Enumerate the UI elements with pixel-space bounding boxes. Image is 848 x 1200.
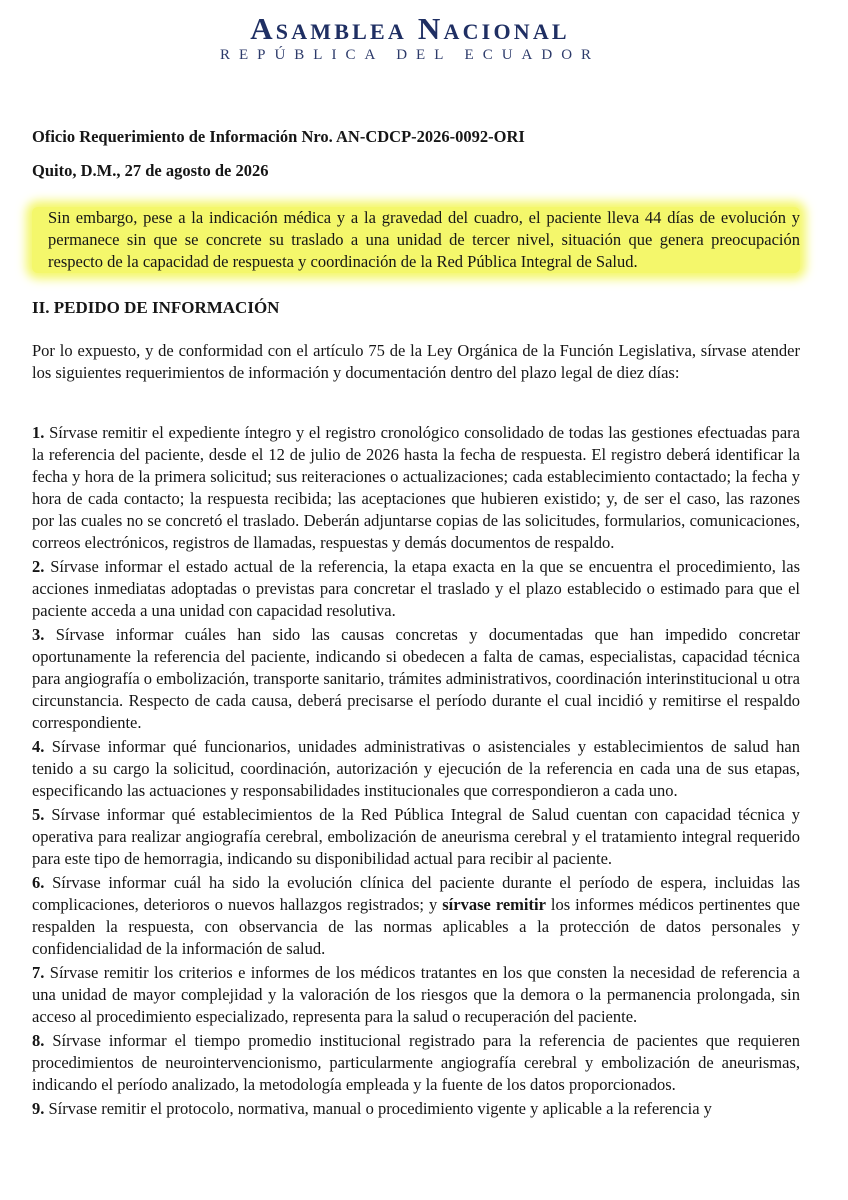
item-number: 8. (32, 1031, 45, 1050)
list-item (32, 556, 800, 622)
item-text: Sírvase remitir el expediente íntegro y el registro cronológico consolidado de todas las gestiones efectuadas para la referencia del paciente, desde el 12 de julio de 2026 hasta la fecha de respuesta. El registro deberá identificar la fecha y hora de la primera solicitud; sus reiteraciones o actualizaciones; cada establecimiento contactado; la fecha y hora de cada contacto; la respuesta recibida; las aceptaciones que hubieren existido; y, de ser el caso, las razones por las cuales no se concretó el traslado. Deberán adjuntarse copias de las solicitudes, formularios, comunicaciones, correos electrónicos, registros de llamadas, respuestas y demás documentos de respaldo. (32, 423, 801, 552)
item-text: Sírvase remitir los criterios e informes de los médicos tratantes en los que consten la necesidad de referencia a una unidad de mayor complejidad y la valoración de los riesgos que la demora o la permanencia prolongada, sin acceso al procedimiento especializado, representa para la salud o recuperación del paciente. (32, 963, 800, 1026)
list-item (32, 1030, 800, 1096)
item-number: 5. (32, 805, 45, 824)
section-title: II. PEDIDO DE INFORMACIÓN (32, 298, 280, 317)
item-number: 2. (32, 557, 45, 576)
item-text: Sírvase remitir el protocolo, normativa, manual o procedimiento vigente y aplicable a la referencia y (48, 1099, 712, 1118)
list-item (32, 736, 800, 802)
request-items-list (32, 422, 800, 1122)
item-text: Sírvase informar qué establecimientos de la Red Pública Integral de Salud cuentan con capacidad técnica y operativa para realizar angiografía cerebral, embolización de aneurisma cerebral y el tratamiento integral requerido para este tipo de hemorragia, indicando su disponibilidad actual para recibir al paciente. (32, 805, 800, 868)
item-number: 1. (32, 423, 45, 442)
item-number: 3. (32, 625, 45, 644)
item-text: Sírvase informar qué funcionarios, unidades administrativas o asistenciales y establecimientos de salud han tenido a su cargo la solicitud, coordinación, autorización y ejecución de la referencia en cada una de sus etapas, especificando las actuaciones y responsabilidades institucionales que correspondieron a cada uno. (32, 737, 800, 800)
list-item (32, 1098, 800, 1120)
item-text: Sírvase informar el tiempo promedio institucional registrado para la referencia de pacientes que requieren procedimientos de neurointervencionismo, particularmente angiografía cerebral y embolización de aneurismas, indicando el período analizado, la metodología empleada y la fuente de los datos proporcionados. (32, 1031, 800, 1094)
intro-paragraph: Por lo expuesto, y de conformidad con el artículo 75 de la Ley Orgánica de la Función Legislativa, sírvase atender los siguientes requerimientos de información y documentación dentro del plazo legal de diez días: (32, 341, 800, 382)
item-number: 6. (32, 873, 45, 892)
letterhead-title: Asamblea Nacional (250, 11, 570, 46)
item-number: 4. (32, 737, 45, 756)
list-item (32, 422, 800, 554)
item-number: 9. (32, 1099, 45, 1118)
list-item (32, 872, 800, 960)
item-text: Sírvase informar cuáles han sido las causas concretas y documentadas que han impedido concretar oportunamente la referencia del paciente, indicando si obedecen a falta de camas, especialistas, capacidad técnica para angiografía o embolización, transporte sanitario, trámites administrativos, coordinación interinstitucional u otra circunstancia. Respecto de cada causa, deberá precisarse el período durante el cual incidió y remitirse el respaldo correspondiente. (32, 625, 801, 732)
item-number: 7. (32, 963, 45, 982)
item-text-after: los informes médicos pertinentes que respalden la respuesta, con observancia de las normas aplicables a la protección de datos personales y confidencialidad de la información de salud. (32, 895, 801, 958)
list-item (32, 624, 800, 734)
item-text-bold: sírvase remitir (442, 895, 546, 914)
letterhead (0, 12, 848, 64)
document-date: Quito, D.M., 27 de agosto de 2026 (32, 161, 269, 180)
item-text: Sírvase informar el estado actual de la referencia, la etapa exacta en la que se encuentra el procedimiento, las acciones inmediatas adoptadas o previstas para concretar el traslado y el plazo establecido o estimado para que el paciente acceda a una unidad con capacidad resolutiva. (32, 557, 801, 620)
highlighted-paragraph: Sin embargo, pese a la indicación médica y a la gravedad del cuadro, el paciente lleva 44 días de evolución y permanece sin que se concrete su traslado a una unidad de tercer nivel, situación que genera preocupación respecto de la capacidad de respuesta y coordinación de la Red Pública Integral de Salud. (32, 207, 800, 273)
list-item (32, 962, 800, 1028)
item-text-before: Sírvase informar cuál ha sido la evolución clínica del paciente durante el período de espera, incluidas las complicaciones, deterioros o nuevos hallazgos registrados; y (32, 873, 800, 914)
letterhead-subtitle: REPÚBLICA DEL ECUADOR (219, 47, 601, 63)
document-reference: Oficio Requerimiento de Información Nro. AN-CDCP-2026-0092-ORI (32, 127, 525, 146)
list-item (32, 804, 800, 870)
